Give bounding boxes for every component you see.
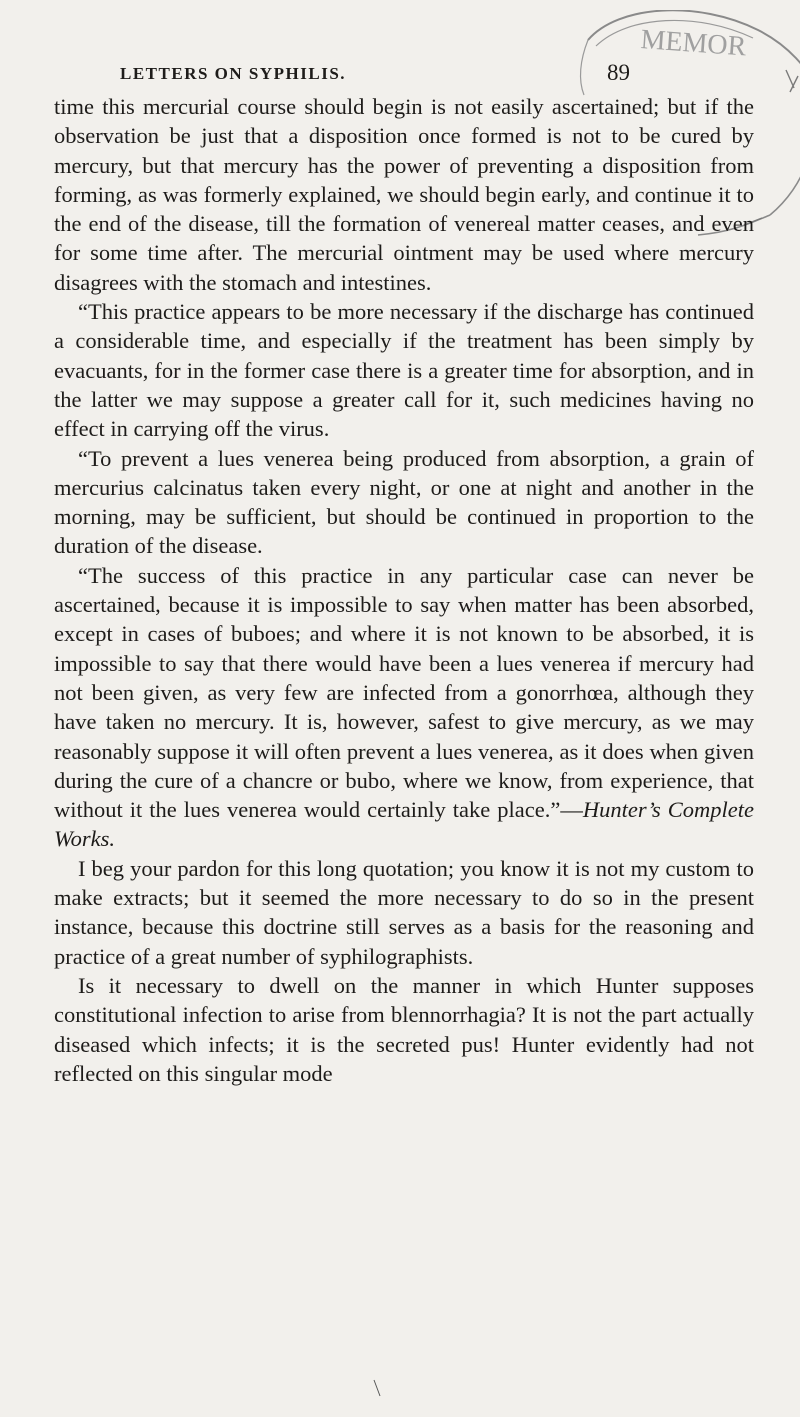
- margin-mark: [372, 1378, 382, 1398]
- svg-text:MEMOR: MEMOR: [639, 24, 748, 63]
- running-title: LETTERS ON SYPHILIS.: [120, 64, 347, 83]
- body-text: [54, 92, 754, 1088]
- paragraph-text: “The success of this practice in any particular case can never be ascertained, because it is impossible to say when matter has been absorbed, except in cases of buboes; and where it is not known to be absorbed, it is impossible to say that there would have been a lues venerea if mercury had not been given, as very few are infected from a gonorrhœa, although they have taken no mercury. It is, however, safest to give mercury, as we may reasonably suppose it will often prevent a lues venerea, as it does when given during the cure of a chancre or bubo, where we know, from experience, that without it the lues venerea would certainly take place.”—: [54, 562, 754, 823]
- paragraph: Is it necessary to dwell on the manner in which Hunter supposes constitutional infection to arise from blennorrhagia? It is not the part actually diseased which infects; it is the secreted pus! Hunter evidently had not reflected on this singular mode: [54, 972, 754, 1086]
- paragraph: I beg your pardon for this long quotation; you know it is not my custom to make extracts; but it seemed the more necessary to do so in the present instance, because this doctrine still serves as a basis for the reasoning and practice of a great number of syphilographists.: [54, 855, 754, 969]
- running-head: [0, 60, 800, 90]
- paragraph: “This practice appears to be more necessary if the discharge has continued a considerable time, and especially if the treatment has been simply by evacuants, for in the former case there is a greater time for absorption, and in the latter we may suppose a greater call for it, such medicines having no effect in carrying off the virus.: [54, 299, 754, 442]
- page-number: 89: [607, 60, 630, 85]
- paragraph: time this mercurial course should begin is not easily ascertained; but if the observation be just that a disposition once formed is not to be cured by mercury, but that mercury has the power of preventing a disposition from forming, as was formerly explained, we should begin early, and continue it to the end of the disease, till the formation of venereal matter ceases, and even for some time after. The mercurial ointment may be used where mercury disagrees with the stomach and intestines.: [54, 94, 754, 295]
- citation: Hunter’s Complete Works.: [54, 797, 754, 852]
- paragraph: “To prevent a lues venerea being produced from absorption, a grain of mercurius calcinatus taken every night, or one at night and another in the morning, may be sufficient, but should be continued in proportion to the duration of the disease.: [54, 445, 754, 559]
- paragraph-with-citation: [54, 561, 754, 854]
